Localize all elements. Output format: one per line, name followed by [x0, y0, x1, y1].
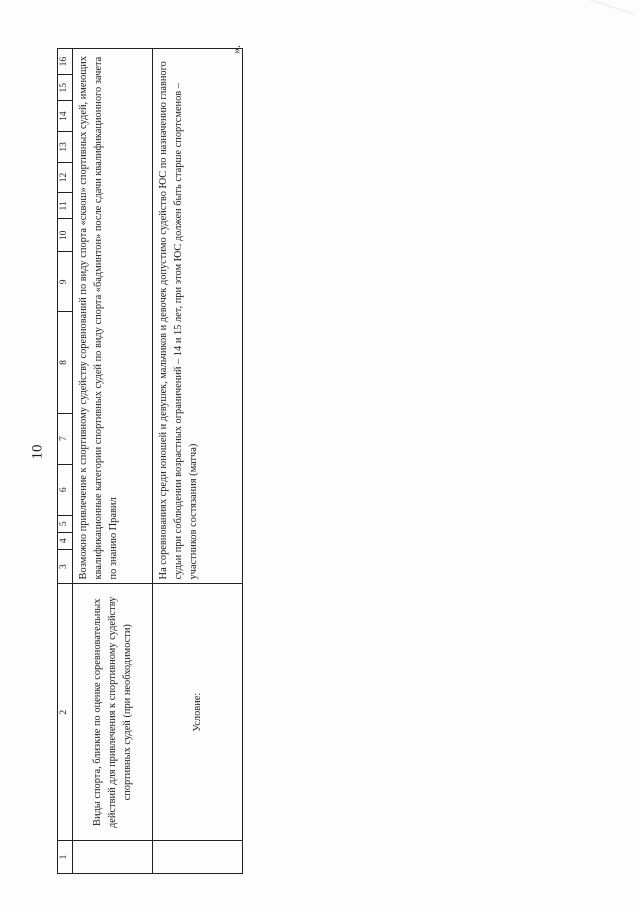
row-col1-cell: [153, 841, 243, 874]
column-number: 7: [58, 413, 73, 464]
column-number: 4: [58, 532, 73, 549]
table-row: [73, 49, 153, 874]
row-text-cell: На соревнованиях среди юношей и девушек, мальчиков и девочек допустимо судейство ЮС по назначению главного судьи при соблюдении возрастных ограничений – 14 и 15 лет, при этом ЮС должен быть старше спортсменов – участников состязания (матча): [153, 49, 243, 584]
column-number: 6: [58, 464, 73, 515]
column-number: 5: [58, 515, 73, 532]
column-number: 12: [58, 162, 73, 193]
column-number-row: [58, 49, 73, 874]
sports-judging-table: [57, 48, 243, 874]
scan-artifact: [569, 0, 635, 42]
table-row: [153, 49, 243, 874]
closing-quote-mark: ».: [229, 45, 243, 54]
column-number: 15: [58, 75, 73, 101]
column-number: 16: [58, 49, 73, 75]
column-number: 10: [58, 219, 73, 252]
row-label-cell: Условие:: [153, 584, 243, 841]
column-number: 13: [58, 131, 73, 162]
column-number: 8: [58, 312, 73, 413]
column-number: 9: [58, 252, 73, 312]
column-number: 1: [58, 841, 73, 874]
column-number: 14: [58, 101, 73, 132]
row-label-cell: Виды спорта, близкие по оценке соревновательных действий для привлечения к спортивному судейству спортивных судей (при необходимости): [73, 584, 153, 841]
page-number: 10: [29, 444, 46, 460]
column-number: 11: [58, 193, 73, 219]
row-text-cell: Возможно привлечение к спортивному судейству соревнований по виду спорта «сквош» спортивных судей, имеющих квалификационные категории спортивных судей по виду спорта «бадминтон» после сдачи квалификационного зачета по знанию Правил: [73, 49, 153, 584]
rotated-table-sheet: [57, 48, 237, 874]
column-number: 2: [58, 584, 73, 841]
row-col1-cell: [73, 841, 153, 874]
column-number: 3: [58, 549, 73, 584]
